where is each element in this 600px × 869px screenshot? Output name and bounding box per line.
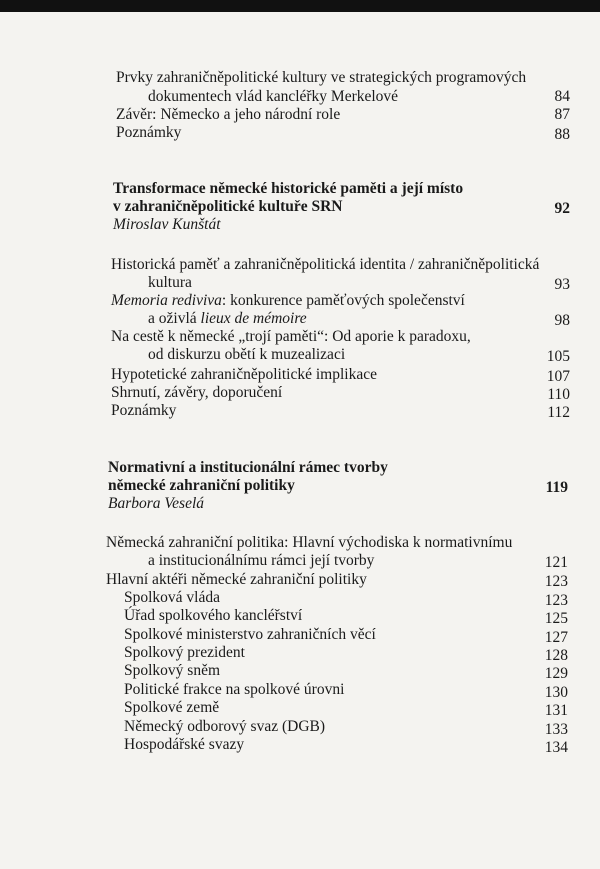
toc-entry-title: Hlavní aktéři německé zahraniční politiky: [106, 571, 367, 588]
toc-entry-title: Shrnutí, závěry, doporučení: [111, 384, 283, 401]
toc-entry-title: kultura: [148, 274, 192, 291]
toc-entry-italic: Memoria rediviva: [111, 292, 222, 309]
toc-subentry-title: Hospodářské svazy: [124, 736, 245, 753]
toc-subentry-title: Úřad spolkového kancléřství: [124, 607, 303, 624]
toc-subentry-title: Politické frakce na spolkové úrovni: [124, 681, 345, 698]
toc-entry-text: a oživlá: [148, 310, 201, 327]
toc-entry-title: [148, 310, 307, 328]
toc-entry-italic: lieux de mémoire: [200, 310, 307, 327]
toc-page-number: 130: [544, 684, 568, 701]
toc-subentry-title: Spolkový sněm: [124, 662, 221, 679]
chapter-author: Miroslav Kunštát: [113, 216, 221, 233]
toc-entry-title: Poznámky: [111, 402, 177, 419]
toc-entry-title: Německá zahraniční politika: Hlavní východiska k normativnímu: [106, 534, 513, 551]
chapter-title: Normativní a institucionální rámec tvorby: [108, 459, 388, 476]
toc-subentry-title: Spolkové ministerstvo zahraničních věcí: [124, 626, 376, 643]
toc-entry-title: Historická paměť a zahraničněpolitická identita / zahraničněpolitická: [111, 256, 540, 273]
toc-page-number: 87: [554, 106, 570, 123]
toc-entry-title: dokumentech vlád kancléřky Merkelové: [148, 88, 399, 105]
toc-page-number: 93: [554, 276, 570, 293]
toc-page-number: 128: [544, 647, 568, 664]
toc-page-number: 123: [544, 573, 568, 590]
toc-page-number: 131: [544, 702, 568, 719]
toc-subentry-title: Spolkový prezident: [124, 644, 245, 661]
chapter-page-number: 119: [545, 479, 568, 496]
toc-page-number: 110: [547, 386, 570, 403]
chapter-page-number: 92: [554, 200, 570, 217]
toc-entry-title: [111, 292, 465, 310]
toc-page-number: 134: [544, 739, 568, 756]
toc-entry-title: Hypotetické zahraničněpolitické implikace: [111, 366, 377, 383]
toc-page-number: 121: [544, 554, 568, 571]
toc-page-number: 98: [554, 312, 570, 329]
toc-page-number: 123: [544, 592, 568, 609]
toc-entry-title: Závěr: Německo a jeho národní role: [116, 106, 341, 123]
toc-subentry-title: Německý odborový svaz (DGB): [124, 718, 326, 735]
toc-entry-text: : konkurence paměťových společenství: [221, 292, 465, 309]
toc-subentry-title: Spolkové země: [124, 699, 220, 716]
toc-entry-title: Poznámky: [116, 124, 182, 141]
chapter-title: německé zahraniční politiky: [108, 477, 295, 494]
toc-page-number: 107: [546, 368, 570, 385]
toc-entry-title: Na cestě k německé „trojí paměti“: Od aporie k paradoxu,: [111, 328, 471, 345]
toc-page-number: 129: [544, 665, 568, 682]
toc-entry-title: od diskurzu obětí k muzealizaci: [148, 346, 346, 363]
toc-page-number: 105: [546, 348, 570, 365]
toc-entry-title: a institucionálnímu rámci její tvorby: [148, 552, 375, 569]
toc-page-number: 127: [544, 629, 568, 646]
toc-page-number: 84: [554, 88, 570, 105]
toc-subentry-title: Spolková vláda: [124, 589, 220, 606]
chapter-title: v zahraničněpolitické kultuře SRN: [113, 198, 343, 215]
toc-page-number: 125: [544, 610, 568, 627]
chapter-author: Barbora Veselá: [108, 495, 205, 512]
toc-page-number: 112: [547, 404, 570, 421]
toc-page-number: 133: [544, 721, 568, 738]
chapter-title: Transformace německé historické paměti a její místo: [113, 180, 464, 197]
toc-entry-title: Prvky zahraničněpolitické kultury ve strategických programových: [116, 69, 527, 86]
toc-page-number: 88: [554, 126, 570, 143]
